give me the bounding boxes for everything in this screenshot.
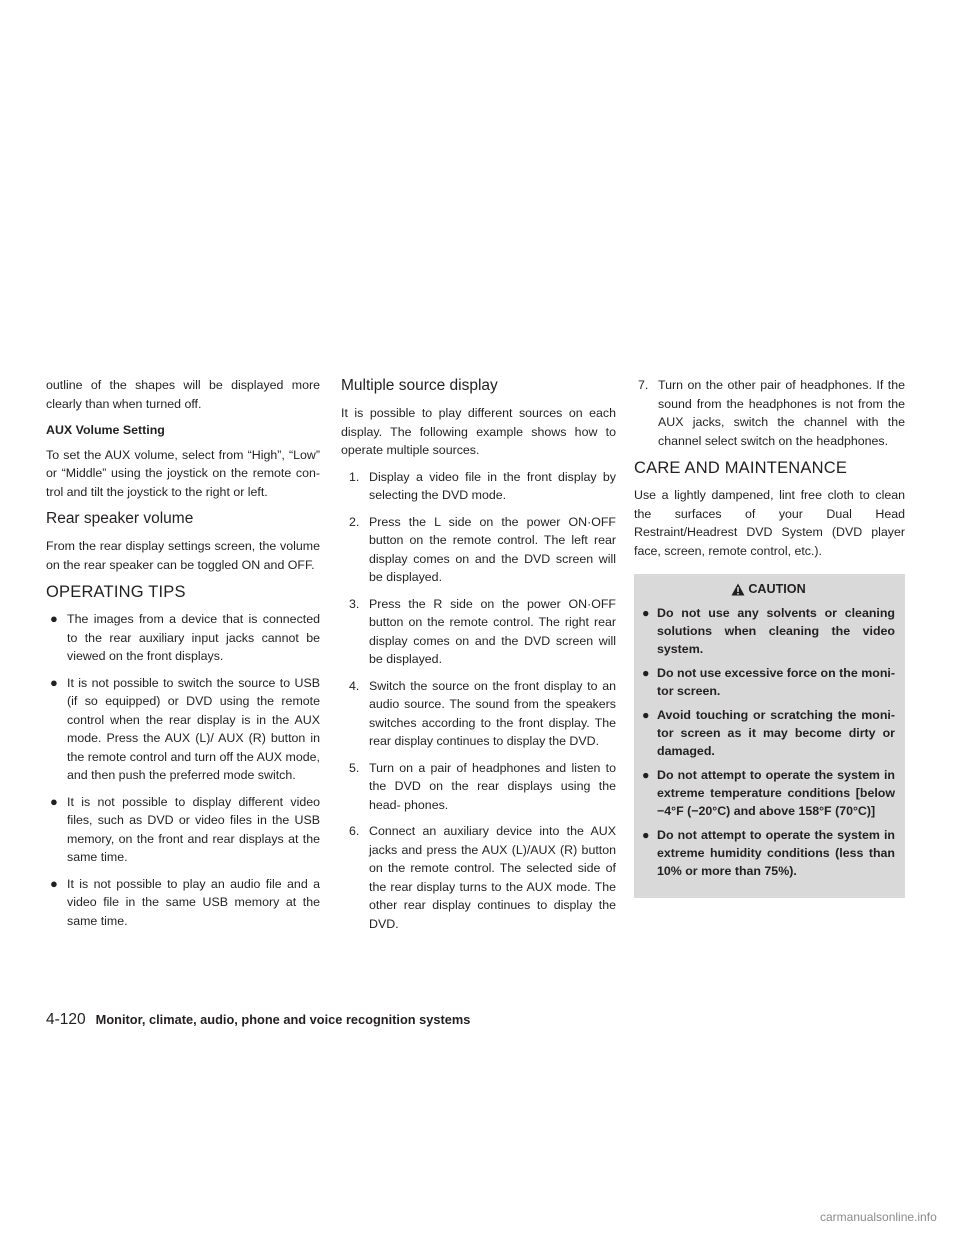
aux-volume-heading: AUX Volume Setting — [46, 423, 165, 437]
tip-text: It is not possible to switch the source to USB (if so equipped) or DVD using the remote control when the rear display is in the AUX mode. Press the AUX (L)/ AUX (R) button in the remote control and turn off the AUX mode, and then push the preferred mode switch. — [67, 675, 320, 782]
care-maintenance-paragraph: Use a lightly dampened, lint free cloth to clean the surfaces of your Dual Head Restraint/Headrest DVD System (DVD player face, screen, remote control, etc.). — [634, 488, 905, 558]
step-number: 6. — [349, 824, 360, 838]
rear-speaker-paragraph: From the rear display settings screen, the volume on the rear speaker can be toggled ON and OFF. — [46, 539, 320, 572]
bullet-icon: ● — [642, 606, 650, 620]
step-text: Display a video file in the front display by selecting the DVD mode. — [369, 469, 616, 502]
step-text: Press the L side on the power ON·OFF button on the remote control. The left rear display comes on and the DVD screen will be displayed. — [369, 514, 616, 584]
step-item — [341, 677, 616, 751]
aux-volume-paragraph: To set the AUX volume, select from “High”, “Low” or “Middle” using the joystick on the remote con- trol and tilt the joystick to the right or left. — [46, 447, 320, 499]
operating-tips-heading: OPERATING TIPS — [46, 583, 186, 601]
step-text: Turn on a pair of headphones and listen to the DVD on the rear displays using the head- phones. — [369, 760, 616, 812]
tip-item — [46, 610, 320, 666]
caution-list — [642, 604, 895, 880]
bullet-icon: ● — [642, 666, 650, 680]
step-item — [341, 468, 616, 505]
caution-text: Avoid touching or scratching the moni- tor screen as it may become dirty or damaged. — [657, 708, 895, 758]
caution-text: Do not use excessive force on the moni- tor screen. — [657, 666, 895, 698]
chapter-title: Monitor, climate, audio, phone and voice recognition systems — [95, 1012, 471, 1027]
step-text: Turn on the other pair of headphones. If the sound from the headphones is not from the AUX jacks, switch the channel with the channel select switch on the headphones. — [658, 378, 905, 448]
bullet-icon: ● — [642, 828, 650, 842]
steps-list — [341, 468, 616, 934]
tip-item — [46, 793, 320, 867]
step-text: Switch the source on the front display to an audio source. The sound from the speakers switches according to the front display. The rear display continues to display the DVD. — [369, 678, 616, 748]
step-number: 5. — [349, 760, 360, 775]
warning-triangle-icon — [731, 583, 745, 596]
caution-item — [642, 706, 895, 760]
tip-text: It is not possible to play an audio file and a video file in the same USB memory at the same time. — [67, 876, 320, 928]
care-maintenance-heading: CARE AND MAINTENANCE — [634, 459, 848, 477]
operating-tips-list — [46, 610, 320, 930]
caution-text: Do not attempt to operate the system in extreme temperature conditions [below −4°F (−20°C) and above 158°F (70°C)] — [657, 768, 895, 818]
step-number: 4. — [349, 678, 360, 693]
tip-text: It is not possible to display different video files, such as DVD or video files in the USB memory, on the front and rear displays at the same time. — [67, 794, 320, 864]
step-item — [341, 759, 616, 815]
bullet-icon: ● — [50, 875, 58, 891]
column-3 — [634, 376, 905, 898]
step-text: Connect an auxiliary device into the AUX jacks and press the AUX (L)/AUX (R) button on the remote control. The selected side of the rear display turns to the AUX mode. The other rear display continues to display the DVD. — [369, 824, 616, 931]
step-number: 2. — [349, 514, 360, 529]
column-1 — [46, 376, 320, 938]
caution-item — [642, 826, 895, 880]
bullet-icon: ● — [50, 793, 58, 809]
caution-text: Do not use any solvents or cleaning solutions when cleaning the video system. — [657, 606, 895, 656]
intro-paragraph: outline of the shapes will be displayed more clearly than when turned off. — [46, 378, 320, 411]
step-item — [341, 595, 616, 669]
step-item — [341, 513, 616, 587]
caution-item — [642, 664, 895, 700]
rear-speaker-heading: Rear speaker volume — [46, 510, 194, 527]
tip-item — [46, 674, 320, 785]
tip-text: The images from a device that is connected to the rear auxiliary input jacks cannot be viewed on the front displays. — [67, 612, 320, 663]
step-number: 7. — [638, 378, 649, 392]
bullet-icon: ● — [642, 708, 650, 722]
step-item — [634, 376, 905, 450]
column-2 — [341, 376, 616, 941]
caution-text: Do not attempt to operate the system in extreme humidity conditions (less than 10% or more than 75%). — [657, 828, 895, 878]
multiple-source-intro: It is possible to play different sources on each display. The following example shows how to operate multiple sources. — [341, 406, 616, 457]
steps-list-continued — [634, 376, 905, 450]
caution-title-text: CAUTION — [748, 582, 806, 596]
caution-item — [642, 766, 895, 820]
page-footer — [46, 1011, 470, 1029]
bullet-icon: ● — [50, 611, 58, 626]
step-text: Press the R side on the power ON·OFF button on the remote control. The right rear display comes on and the DVD screen will be displayed. — [369, 596, 616, 666]
watermark: carmanualsonline.info — [820, 1210, 937, 1224]
caution-item — [642, 604, 895, 658]
page-number: 4-120 — [46, 1011, 86, 1028]
tip-item — [46, 875, 320, 931]
caution-title — [642, 580, 895, 598]
step-item — [341, 822, 616, 933]
bullet-icon: ● — [642, 768, 650, 782]
caution-box — [634, 574, 905, 898]
step-number: 1. — [349, 469, 360, 484]
bullet-icon: ● — [50, 674, 58, 690]
step-number: 3. — [349, 596, 360, 611]
multiple-source-heading: Multiple source display — [341, 377, 498, 394]
